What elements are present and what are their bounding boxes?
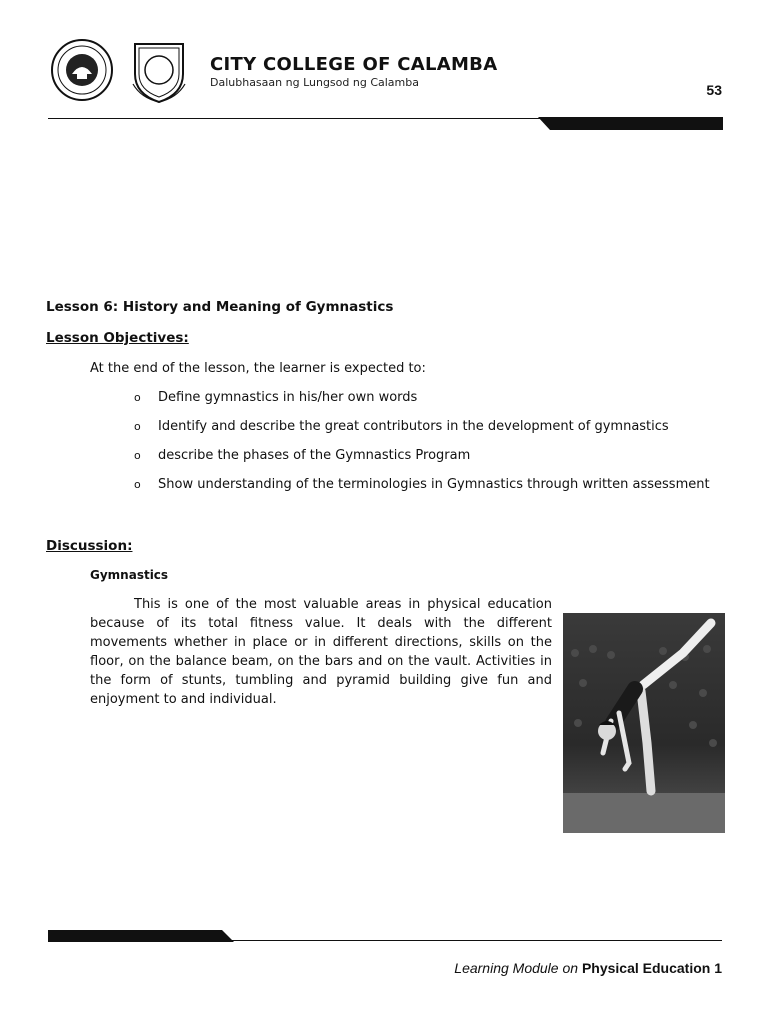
objectives-heading: Lesson Objectives: bbox=[46, 330, 189, 346]
bullet-icon: o bbox=[134, 449, 141, 462]
header-bar-accent bbox=[538, 117, 723, 130]
bullet-icon: o bbox=[134, 478, 141, 491]
city-seal-logo bbox=[44, 38, 120, 102]
page-number: 53 bbox=[706, 82, 722, 98]
footer-text bbox=[454, 960, 722, 976]
footer-prefix: Learning Module on bbox=[454, 960, 579, 976]
footer-subject: Physical Education 1 bbox=[581, 960, 722, 976]
objectives-list bbox=[134, 383, 710, 499]
college-name: CITY COLLEGE OF CALAMBA bbox=[210, 54, 498, 75]
list-item bbox=[134, 383, 710, 412]
list-item bbox=[134, 441, 710, 470]
gymnastics-paragraph: This is one of the most valuable areas in physical education because of its total fitness value. It deals with the different movements whether in place or in different directions, skills on the floor, on the balance beam, on the bars and on the vault. Activities in the form of stunts, tumbling and pyramid building give fun and enjoyment to and individual. bbox=[90, 597, 552, 707]
bullet-icon: o bbox=[134, 420, 141, 433]
objective-text: Define gymnastics in his/her own words bbox=[158, 390, 418, 405]
objective-text: Identify and describe the great contributors in the development of gymnastics bbox=[158, 419, 669, 434]
footer-rule bbox=[48, 940, 722, 941]
objective-text: describe the phases of the Gymnastics Program bbox=[158, 448, 471, 463]
college-subtitle: Dalubhasaan ng Lungsod ng Calamba bbox=[210, 76, 419, 89]
list-item bbox=[134, 412, 710, 441]
discussion-heading: Discussion: bbox=[46, 538, 133, 554]
gymnast-photo bbox=[563, 613, 725, 833]
bullet-icon: o bbox=[134, 391, 141, 404]
lesson-title: Lesson 6: History and Meaning of Gymnastics bbox=[46, 299, 394, 315]
gymnastics-subheading: Gymnastics bbox=[90, 568, 169, 582]
list-item bbox=[134, 470, 710, 499]
objective-text: Show understanding of the terminologies in Gymnastics through written assessment bbox=[158, 477, 710, 492]
objectives-intro: At the end of the lesson, the learner is expected to: bbox=[90, 361, 426, 376]
college-crest-logo bbox=[127, 40, 191, 104]
